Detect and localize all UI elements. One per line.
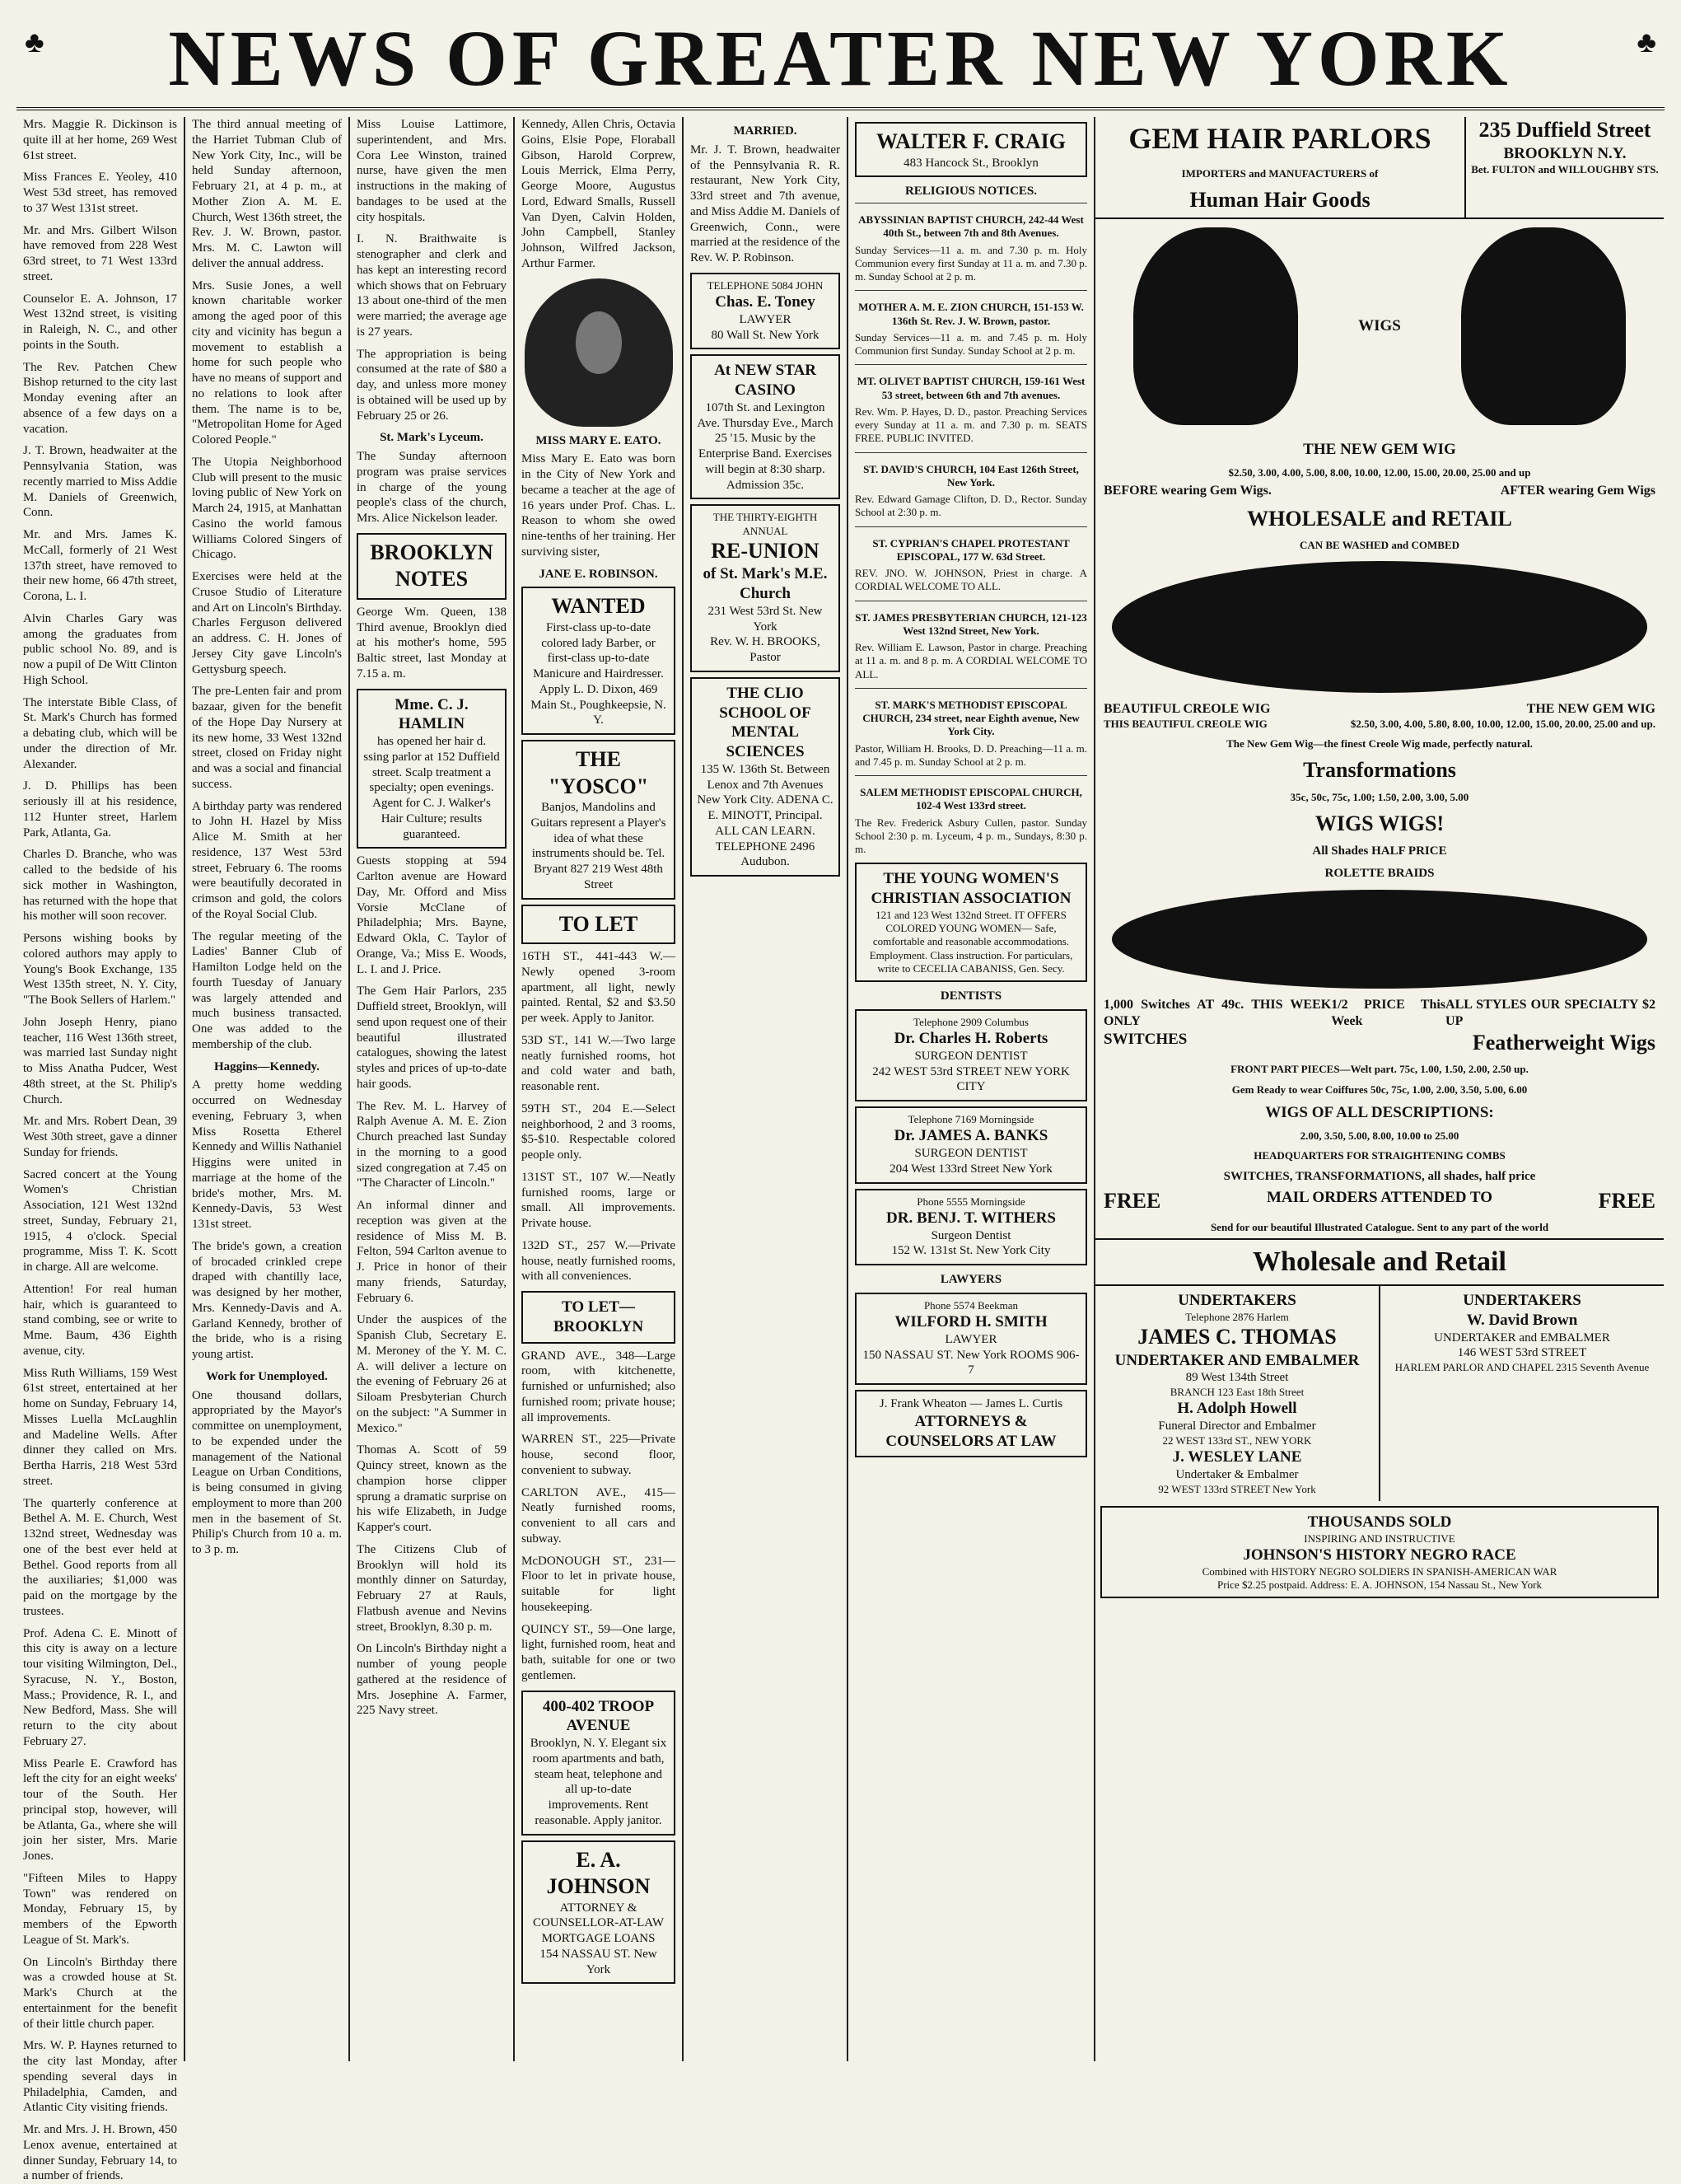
- undertakers-right: [1380, 1286, 1664, 1501]
- free-label-left: FREE: [1104, 1188, 1161, 1213]
- news-item: Prof. Adena C. E. Minott of this city is away on a lecture tour visiting Wilmington, Del., Syracuse, N. Y., Boston, Mass.; Providence, R. I., and New Bedford, Mass. She will return to the city about February 27.: [23, 1626, 177, 1748]
- columns: [16, 117, 1665, 2183]
- lawyers-title: LAWYERS: [940, 1273, 1002, 1286]
- news-item: Charles D. Branche, who was called to the bedside of his sick mother in Washington, has returned with the hope that his mother will soon recover.: [23, 848, 177, 924]
- ywca-title: THE YOUNG WOMEN'S CHRISTIAN ASSOCIATION: [871, 870, 1072, 907]
- free-label-right: FREE: [1598, 1188, 1655, 1213]
- wigs-wigs-label: WIGS WIGS!: [1314, 811, 1445, 835]
- news-item: Mrs. Maggie R. Dickinson is quite ill at her home, 269 West 61st street.: [23, 118, 177, 162]
- banks-name: Dr. JAMES A. BANKS: [894, 1127, 1048, 1145]
- column-6: [848, 117, 1095, 2061]
- news-item: One thousand dollars, appropriated by the Mayor's committee on unemployment, to be expended under the management of the National League on Urban Conditions, is being consumed in giving employment to more than 200 men in the basement of St. Philip's Church from 10 a. m. to 3 p. m.: [192, 1388, 342, 1556]
- johnson-sub2: MORTGAGE LOANS: [541, 1932, 656, 1945]
- all-styles-label: ALL STYLES OUR SPECIALTY $2 UP: [1445, 997, 1655, 1028]
- lane-name: J. WESLEY LANE: [1172, 1448, 1302, 1466]
- before-label: BEFORE wearing Gem Wigs.: [1104, 483, 1272, 498]
- column-2: [185, 117, 350, 2061]
- yosco-title: THE "YOSCO": [548, 747, 649, 798]
- church-text: Rev. William E. Lawson, Pastor in charge. Preaching at 11 a. m. and 8 p. m. A CORDIAL WELCOME TO ALL.: [855, 641, 1087, 680]
- howell-role: Funeral Director and Embalmer: [1158, 1419, 1316, 1433]
- church-notice: [855, 290, 1087, 358]
- switches-label: 1,000 Switches AT 49c. THIS WEEK ONLY: [1104, 997, 1332, 1028]
- front-pieces-label: FRONT PART PIECES—Welt part. 75c, 1.00, 1.50, 2.00, 2.50 up.: [1230, 1063, 1529, 1076]
- news-item: Kennedy, Allen Chris, Octavia Goins, Elsie Pope, Floraball Gibson, Harold Corprew, Louis Merrick, Elma Perry, George Moore, Augustus Lord, Edward Smalls, Russell Van Dyen, Calvin Holden, John Campbell, Stanley Johnson, Wilfred Jackson, Arthur Farmer.: [521, 118, 675, 270]
- toney-role: LAWYER: [739, 312, 791, 326]
- washed-label: CAN BE WASHED and COMBED: [1299, 539, 1460, 552]
- mail-orders-label: MAIL ORDERS ATTENDED TO: [1267, 1188, 1492, 1206]
- heading-wedding: Haggins—Kennedy.: [214, 1059, 320, 1073]
- news-item: Alvin Charles Gary was among the graduates from public school No. 89, and is now a pupil of De Witt Clinton High School.: [23, 611, 177, 687]
- wig-after-illustration: [1461, 227, 1626, 425]
- church-text: Sunday Services—11 a. m. and 7.30 p. m. Holy Communion every first Sunday at 11 a. m. and 7.30 p. m. Sunday School at 2 p. m.: [855, 243, 1087, 283]
- banks-telephone: Telephone 7169 Morningside: [908, 1113, 1034, 1125]
- to-let-listing: 59TH ST., 204 E.—Select neighborhood, 2 and 3 rooms, $5-$10. Respectable colored people only.: [521, 1101, 675, 1162]
- johnson-address: 154 NASSAU ST. New York: [539, 1947, 657, 1976]
- withers-ad: [855, 1189, 1087, 1266]
- rolette-label: ROLETTE BRAIDS: [1324, 867, 1435, 880]
- casino-text: 107th St. and Lexington Ave. Thursday Eve., March 25 '15. Music by the Enterprise Band. Exercises will begin at 8:30 sharp. Admission 35c.: [697, 400, 833, 492]
- smith-name: WILFORD H. SMITH: [894, 1313, 1048, 1331]
- news-item: Counselor E. A. Johnson, 17 West 132nd street, is visiting in Raleigh, N. C., and other points in the South.: [23, 292, 177, 352]
- news-item: A birthday party was rendered to John H. Hazel by Miss Alice M. Smith at her residence, 137 West 53rd street, February 6. The rooms were beautifully decorated in crimson and gold, the colors of the Royal Social Club.: [192, 799, 342, 921]
- news-item: Miss Ruth Williams, 159 West 61st street, entertained at her home on Sunday, February 14, Misses Luella McLaughlin and Madeline Wells. After dinner they called on Mrs. Bertha Harris, 218 West 53rd street.: [23, 1366, 177, 1488]
- news-item: The quarterly conference at Bethel A. M. E. Church, West 132nd street, Wednesday was one of the best ever held at Bethel. Good reports from all the auxiliaries; $1,000 was paid on the mortgage by the trustees.: [23, 1496, 177, 1618]
- lyceum-text: The Sunday afternoon program was praise services in charge of the young people's class of the church, Mrs. Alice Nickelson leader.: [357, 450, 507, 525]
- to-let-listing: 131ST ST., 107 W.—Neatly furnished rooms, large or small. All improvements. Private house.: [521, 1170, 675, 1230]
- withers-role: Surgeon Dentist: [931, 1228, 1011, 1242]
- church-text: Rev. Wm. P. Hayes, D. D., pastor. Preaching Services every Sunday at 11 a. m. and 7.30 p. m. SEATS FREE. PUBLIC INVITED.: [855, 405, 1087, 445]
- troop-text: Brooklyn, N. Y. Elegant six room apartments and bath, steam heat, telephone and all up-to-date improvements. Rent reasonable. Apply janitor.: [530, 1737, 667, 1827]
- harlem-parlor: HARLEM PARLOR AND CHAPEL 2315 Seventh Avenue: [1394, 1361, 1650, 1373]
- news-item: Mr. and Mrs. Gilbert Wilson have removed from 228 West 63rd street, to 71 West 133rd street.: [23, 223, 177, 283]
- ywca-text: 121 and 123 West 132nd Street. IT OFFERS COLORED YOUNG WOMEN— Safe, comfortable and reasonable accommodations. Employment. Class instruction. For particulars, write to CECELIA CABANISS, Gen. Secy.: [869, 908, 1073, 975]
- craig-address: 483 Hancock St., Brooklyn: [904, 156, 1039, 170]
- switches-row: [1095, 997, 1664, 1030]
- craig-name: WALTER F. CRAIG: [876, 129, 1066, 153]
- church-text: The Rev. Frederick Asbury Cullen, pastor. Sunday School 2:30 p. m. Lyceum, 4 p. m., Sundays, 8:30 p. m.: [855, 816, 1087, 855]
- brooklyn-note: The Rev. M. L. Harvey of Ralph Avenue A. M. E. Zion Church preached last Sunday in the morning to a good sized congregation at 7.45 on "The Character of Lincoln.": [357, 1099, 507, 1190]
- yosco-ad: [521, 740, 675, 900]
- mail-row: [1095, 1188, 1664, 1215]
- creole-wig-illustration: [1112, 561, 1647, 693]
- featherweight-row: [1095, 1030, 1664, 1057]
- new-gem-prices: $2.50, 3.00, 4.00, 5.00, 8.00, 10.00, 12.00, 15.00, 20.00, 25.00 and up: [1228, 465, 1531, 479]
- church-notice: [855, 775, 1087, 856]
- brooklyn-note: An informal dinner and reception was given at the residence of Miss M. B. Felton, 594 Carlton avenue to J. Price in honor of their many friends, Saturday, February 6.: [357, 1199, 507, 1305]
- news-item: The appropriation is being consumed at the rate of $80 a day, and unless more money is obtained will be used up by February 25 or 26.: [357, 347, 507, 423]
- news-item: The bride's gown, a creation of brocaded crinkled crepe draped with chantilly lace, was designed by her mother, Mrs. Kennedy-Davis and A. Garland Kennedy, brother of the bride, who is a rising young artist.: [192, 1239, 342, 1361]
- johnson-ad: [521, 1840, 675, 1985]
- religious-title: RELIGIOUS NOTICES.: [904, 185, 1038, 199]
- banks-ad: [855, 1106, 1087, 1184]
- column-3: [350, 117, 515, 2061]
- roberts-telephone: Telephone 2909 Columbus: [913, 1015, 1029, 1028]
- clover-icon: ♣: [25, 26, 44, 58]
- to-let-brooklyn-listing: GRAND AVE., 348—Large room, with kitchenette, furnished or unfurnished; also furnished room; private house; all improvements.: [521, 1349, 675, 1424]
- dentists-title: DENTISTS: [940, 989, 1002, 1003]
- to-let-brooklyn-title: TO LET—BROOKLYN: [521, 1291, 675, 1344]
- reunion-address: 231 West 53rd St. New York: [707, 604, 823, 634]
- brown-name: W. David Brown: [1466, 1311, 1578, 1329]
- column-5: [684, 117, 848, 2061]
- to-let-title: TO LET: [521, 905, 675, 945]
- banks-address: 204 West 133rd Street New York: [890, 1162, 1053, 1176]
- johnson-sub: ATTORNEY & COUNSELLOR-AT-LAW: [532, 1901, 665, 1930]
- gem-sub2: Human Hair Goods: [1189, 188, 1370, 213]
- column-1: [16, 117, 185, 2183]
- thomas-branch: BRANCH 123 East 18th Street: [1170, 1386, 1305, 1398]
- roberts-ad: [855, 1009, 1087, 1101]
- reunion-pastor: Rev. W. H. BROOKS, Pastor: [710, 635, 820, 664]
- clio-ad: [690, 677, 840, 877]
- news-item: The third annual meeting of the Harriet Tubman Club of New York City, Inc., will be held Sunday afternoon, February 21, at 4 p. m., at Mother Zion A. M. E. Church, West 136th street, the Rev. J. W. Brown, pastor. Mrs. M. C. Lawton will deliver the annual address.: [192, 118, 342, 270]
- portrait-caption: MISS MARY E. EATO.: [535, 433, 661, 447]
- brown-role: UNDERTAKER and EMBALMER: [1434, 1331, 1610, 1345]
- creole-label: BEAUTIFUL CREOLE WIG: [1104, 701, 1271, 716]
- church-notice: [855, 526, 1087, 594]
- withers-name: DR. BENJ. T. WITHERS: [886, 1209, 1056, 1227]
- withers-telephone: Phone 5555 Morningside: [917, 1195, 1025, 1208]
- wholesale-label: WHOLESALE and RETAIL: [1247, 506, 1512, 531]
- church-name: ST. CYPRIAN'S CHAPEL PROTESTANT EPISCOPAL, 177 W. 63d Street.: [872, 536, 1070, 563]
- clio-title: THE CLIO SCHOOL OF MENTAL SCIENCES: [719, 684, 811, 760]
- gem-city: BROOKLYN N.Y.: [1503, 144, 1627, 162]
- toney-telephone: TELEPHONE 5084 JOHN: [707, 278, 824, 292]
- to-let-listing: 16TH ST., 441-443 W.—Newly opened 3-room apartment, all light, newly painted. Rental, $2 and $3.50 per week. Apply to Janitor.: [521, 950, 675, 1025]
- column-4: [515, 117, 684, 2061]
- smith-telephone: Phone 5574 Beekman: [923, 1298, 1019, 1312]
- switches-trans-label: SWITCHES, TRANSFORMATIONS, all shades, half price: [1223, 1170, 1536, 1183]
- news-item: The regular meeting of the Ladies' Banner Club of Hamilton Lodge held on the fourth Tuesday of January was largely attended and much business transacted. One was added to the membership of the club.: [192, 929, 342, 1051]
- thomas-role: UNDERTAKER AND EMBALMER: [1114, 1351, 1360, 1369]
- gem-title-block: [1095, 117, 1466, 217]
- brooklyn-note: George Wm. Queen, 138 Third avenue, Brooklyn died at his mother's home, 595 Baltic street, last Monday at 7.15 a. m.: [357, 605, 507, 680]
- withers-address: 152 W. 131st St. New York City: [891, 1244, 1051, 1258]
- creole-row: [1095, 701, 1664, 718]
- johnson-name: E. A. JOHNSON: [546, 1847, 651, 1898]
- catalogue-label: Send for our beautiful Illustrated Catalogue. Sent to any part of the world: [1210, 1221, 1549, 1234]
- roberts-name: Dr. Charles H. Roberts: [894, 1030, 1048, 1047]
- news-item: "Fifteen Miles to Happy Town" was rendered on Monday, February 15, by members of the Epworth League of St. Mark's.: [23, 1871, 177, 1947]
- banks-role: SURGEON DENTIST: [914, 1147, 1028, 1160]
- ywca-ad: [855, 863, 1087, 982]
- church-text: REV. JNO. W. JOHNSON, Priest in charge. A CORDIAL WELCOME TO ALL.: [855, 567, 1087, 593]
- switches-side-label: SWITCHES: [1104, 1030, 1188, 1048]
- reunion-sub: of St. Mark's M.E. Church: [703, 565, 828, 602]
- wheaton-ad: [855, 1390, 1087, 1457]
- history-price: Price $2.25 postpaid. Address: E. A. JOHNSON, 154 Nassau St., New York: [1217, 1578, 1542, 1591]
- hamlin-text: has opened her hair d. ssing parlor at 152 Duffield street. Scalp treatment a specialty; open evenings. Agent for C. J. Walker's Hair Culture; results guaranteed.: [363, 735, 500, 841]
- reunion-ad: [690, 504, 840, 672]
- thomas-name: JAMES C. THOMAS: [1137, 1325, 1337, 1349]
- featherweight-label: Featherweight Wigs: [1472, 1030, 1655, 1055]
- smith-address: 150 NASSAU ST. New York ROOMS 906-7: [862, 1348, 1080, 1377]
- page-title: NEWS OF GREATER NEW YORK: [168, 13, 1513, 102]
- wigs-all-label: WIGS OF ALL DESCRIPTIONS:: [1265, 1103, 1494, 1121]
- toney-ad: [690, 273, 840, 350]
- wig-before-illustration: [1133, 227, 1298, 425]
- to-let-brooklyn-listing: CARLTON AVE., 415—Neatly furnished rooms, convenient to all cars and subway.: [521, 1485, 675, 1546]
- hamlin-ad: [357, 689, 507, 849]
- transformations-prices: 35c, 50c, 75c, 1.00; 1.50, 2.00, 3.00, 5.00: [1290, 790, 1469, 803]
- inspiring-label: INSPIRING AND INSTRUCTIVE: [1304, 1532, 1455, 1545]
- lane-address: 92 WEST 133rd STREET New York: [1158, 1482, 1316, 1495]
- news-item: J. T. Brown, headwaiter at the Pennsylvania Station, was recently married to Miss Addie M. Daniels of Greenwich, Conn.: [23, 444, 177, 520]
- wig-illustrations: [1095, 219, 1664, 433]
- brooklyn-notes-title: BROOKLYN NOTES: [357, 533, 507, 600]
- wanted-title: WANTED: [551, 594, 646, 619]
- brooklyn-note: The Citizens Club of Brooklyn will hold its monthly dinner on Saturday, February 27 at Rauls, Flatbush avenue and Nevins street, Brooklyn, 8.30 p. m.: [357, 1542, 507, 1634]
- news-item: Sacred concert at the Young Women's Christian Association, 121 West 132nd street, Sunday, February 21, 1915, 4 o'clock. Special programme, Miss T. K. Scott in charge. All are welcome.: [23, 1167, 177, 1274]
- church-notice: [855, 601, 1087, 681]
- church-name: MT. OLIVET BAPTIST CHURCH, 159-161 West 53 street, between 6th and 7th avenues.: [857, 375, 1086, 401]
- news-item: Mr. J. T. Brown, headwaiter of the Pennsylvania R. R. restaurant, New York City, 33rd street and 7th avenue, and Miss Addie M. Daniels of Greenwich, Conn., were married at the residence of the Rev. W. P. Robinson.: [690, 143, 840, 264]
- wigs-all-prices: 2.00, 3.50, 5.00, 8.00, 10.00 to 25.00: [1300, 1129, 1459, 1142]
- news-item: Exercises were held at the Crusoe Studio of Literature and Art on Lincoln's Birthday. Charles Ferguson delivered an address. C. H. Jones of Jersey City gave Lincoln's Gettysburg speech.: [192, 570, 342, 676]
- wheaton-names: J. Frank Wheaton — James L. Curtis: [879, 1397, 1063, 1410]
- creole-detail-row: [1095, 718, 1664, 731]
- clover-icon: ♣: [1637, 26, 1656, 58]
- news-item: The pre-Lenten fair and prom bazaar, given for the benefit of the Hope Day Nursery at its new home, 33 West 132nd street, closed on Friday night and was a social and financial success.: [192, 685, 342, 791]
- church-name: SALEM METHODIST EPISCOPAL CHURCH, 102-4 West 133rd street.: [860, 786, 1082, 812]
- gem-sub: IMPORTERS and MANUFACTURERS of: [1181, 167, 1379, 180]
- clio-text: 135 W. 136th St. Between Lenox and 7th Avenues New York City. ADENA C. E. MINOTT, Principal. ALL CAN LEARN. TELEPHONE 2496 Audubon.: [697, 762, 833, 869]
- news-item: A pretty home wedding occurred on Wednesday evening, February 3, when Miss Rosetta Etherel Kennedy and Willis Nathaniel Higgins were united in marriage at the home of the bride's mother, Mrs. M. Kennedy-Davis, 53 West 131st street.: [192, 1078, 342, 1231]
- column-7-gem-ad: [1095, 117, 1664, 2061]
- smith-role: LAWYER: [945, 1332, 997, 1346]
- undertakers-heading-left: UNDERTAKERS: [1178, 1292, 1296, 1309]
- church-text: Pastor, William H. Brooks, D. D. Preaching—11 a. m. and 7.45 p. m. Sunday School at 2 p. m.: [855, 741, 1087, 768]
- news-item: On Lincoln's Birthday there was a crowded house at St. Mark's Church at the entertainment for the benefit of their little church paper.: [23, 1955, 177, 2031]
- wholesale-retail-banner: Wholesale and Retail: [1095, 1238, 1664, 1285]
- brooklyn-note: The Gem Hair Parlors, 235 Duffield street, Brooklyn, will send upon request one of their beautiful illustrated catalogues, showing the latest styles and prices of up-to-date hair goods.: [357, 984, 507, 1091]
- to-let-brooklyn-listing: WARREN ST., 225—Private house, second floor, convenient to subway.: [521, 1433, 675, 1477]
- smith-ad: [855, 1293, 1087, 1385]
- church-name: ST. JAMES PRESBYTERIAN CHURCH, 121-123 West 132nd Street, New York.: [855, 610, 1087, 637]
- gem-title: GEM HAIR PARLORS: [1128, 122, 1431, 155]
- wheaton-role: ATTORNEYS & COUNSELORS AT LAW: [885, 1412, 1057, 1450]
- gem-address-block: [1466, 117, 1664, 217]
- masthead: [16, 8, 1665, 110]
- church-notice: [855, 364, 1087, 445]
- eato-signature: JANE E. ROBINSON.: [539, 567, 658, 581]
- heading-married: MARRIED.: [733, 124, 797, 138]
- wigs-label: WIGS: [1358, 316, 1401, 334]
- church-name: ST. MARK'S METHODIST EPISCOPAL CHURCH, 234 street, near Eighth avenue, New York City.: [862, 698, 1080, 738]
- brown-address: 146 WEST 53rd STREET: [1457, 1346, 1587, 1360]
- thomas-telephone: Telephone 2876 Harlem: [1185, 1310, 1289, 1323]
- troop-ad: [521, 1691, 675, 1836]
- casino-ad: [690, 354, 840, 499]
- news-item: Mrs. Susie Jones, a well known charitable worker among the aged poor of this city and vicinity has begun a movement to establish a home for such people who have no means of support and no relations to look after them. The name is to be, "Metropolitan Home for Aged Colored People.": [192, 278, 342, 447]
- news-item: J. D. Phillips has been seriously ill at his residence, 112 Hunter street, Harlem Park, Atlanta, Ga.: [23, 779, 177, 839]
- all-shades-label: All Shades HALF PRICE: [1312, 844, 1447, 858]
- hamlin-name: Mme. C. J. HAMLIN: [395, 695, 469, 733]
- church-name: ABYSSINIAN BAPTIST CHURCH, 242-44 West 40th St., between 7th and 8th Avenues.: [858, 213, 1084, 240]
- news-item: Miss Frances E. Yeoley, 410 West 53d street, has removed to 37 West 131st street.: [23, 171, 177, 215]
- gem-header: [1095, 117, 1664, 219]
- news-item: Mr. and Mrs. J. H. Brown, 450 Lenox avenue, entertained at dinner Sunday, February 14, to a number of friends.: [23, 2123, 177, 2183]
- creole-sub: THIS BEAUTIFUL CREOLE WIG: [1104, 717, 1268, 730]
- news-item: I. N. Braithwaite is stenographer and clerk and has kept an interesting record which shows that on February 13 about one-third of the men were married; the average age is 27 years.: [357, 232, 507, 339]
- history-sub: Combined with HISTORY NEGRO SOLDIERS IN SPANISH-AMERICAN WAR: [1202, 1564, 1557, 1578]
- undertakers-section: [1095, 1284, 1664, 1501]
- roberts-address: 242 WEST 53rd STREET NEW YORK CITY: [872, 1064, 1070, 1094]
- lane-role: Undertaker & Embalmer: [1175, 1467, 1299, 1481]
- reunion-top: THE THIRTY-EIGHTH ANNUAL: [712, 511, 818, 537]
- wanted-ad: [521, 587, 675, 735]
- news-item: Attention! For real human hair, which is guaranteed to stand combing, see or write to Mme. Baum, 436 Eighth avenue, city.: [23, 1282, 177, 1358]
- news-item: The interstate Bible Class, of St. Mark's Church has formed a debating club, which will be under the direction of Mr. Alexander.: [23, 695, 177, 771]
- portrait-image: [525, 278, 673, 427]
- news-item: Miss Louise Lattimore, superintendent, and Mrs. Cora Lee Winston, trained nurse, have given the men instructions in the making of bandages to be used at the city hospitals.: [357, 118, 507, 224]
- brooklyn-note: Guests stopping at 594 Carlton avenue are Howard Day, Mr. Offord and Miss Vorsie McClane of Philadelphia; Mrs. Bayne, Edward Okla, C. Taylor of Orange, Va.; Miss E. Woods, L. I. and J. Price.: [357, 854, 507, 976]
- brooklyn-note: Thomas A. Scott of 59 Quincy street, known as the champion horse clipper sprung a dramatic surprise on his wife Elizabeth, in Judge Kapper's court.: [357, 1443, 507, 1534]
- church-text: Sunday Services—11 a. m. and 7.45 p. m. Holy Communion first Sunday. Sunday School at 2 p. m.: [855, 330, 1087, 357]
- thomas-address: 89 West 134th Street: [1185, 1371, 1289, 1385]
- gem-cross-streets: Bet. FULTON and WILLOUGHBY STS.: [1471, 163, 1659, 176]
- church-name: ST. DAVID'S CHURCH, 104 East 126th Street, New York.: [863, 462, 1079, 489]
- new-gem-title: THE NEW GEM WIG: [1303, 440, 1456, 458]
- after-label: AFTER wearing Gem Wigs: [1500, 483, 1655, 498]
- new-gem-2-label: THE NEW GEM WIG: [1526, 701, 1655, 716]
- reunion-title: RE-UNION: [711, 538, 819, 563]
- craig-ad: [855, 122, 1087, 177]
- howell-name: H. Adolph Howell: [1177, 1400, 1297, 1418]
- brooklyn-note: On Lincoln's Birthday night a number of young people gathered at the residence of Mrs. Josephine A. Farmer, 225 Navy street.: [357, 1642, 507, 1718]
- gem-ready-label: Gem Ready to wear Coiffures 50c, 75c, 1.00, 2.00, 3.50, 5.00, 6.00: [1231, 1083, 1528, 1096]
- casino-title: At NEW STAR CASINO: [714, 362, 816, 399]
- toney-address: 80 Wall St. New York: [711, 328, 819, 342]
- headquarters-label: HEADQUARTERS FOR STRAIGHTENING COMBS: [1254, 1148, 1506, 1162]
- troop-title: 400-402 TROOP AVENUE: [542, 1697, 655, 1735]
- heading-lyceum: St. Mark's Lyceum.: [380, 431, 483, 445]
- brooklyn-note: Under the auspices of the Spanish Club, Secretary E. M. Meroney of the Y. M. C. A. will deliver a lecture on the evening of February 26 at Siloam Presbyterian Church on the subject: "A Summer in Mexico.": [357, 1313, 507, 1435]
- to-let-brooklyn-listing: McDONOUGH ST., 231—Floor to let in private house, suitable for light housekeeping.: [521, 1554, 675, 1614]
- church-name: MOTHER A. M. E. ZION CHURCH, 151-153 W. 136th St. Rev. J. W. Brown, pastor.: [858, 301, 1084, 327]
- undertakers-left: [1095, 1286, 1380, 1501]
- history-ad: [1100, 1506, 1659, 1598]
- undertakers-heading-right: UNDERTAKERS: [1463, 1292, 1581, 1309]
- before-after-row: [1095, 483, 1664, 499]
- news-item: Mrs. W. P. Haynes returned to the city last Monday, after spending several days in Philadelphia, Camden, and Atlantic City visiting friends.: [23, 2039, 177, 2115]
- news-item: John Joseph Henry, piano teacher, 116 West 136th street, was married last Sunday night to Miss Anatha Pudcer, West 48th street, at the St. Philip's Church.: [23, 1015, 177, 1106]
- toney-name: Chas. E. Toney: [715, 293, 815, 311]
- church-notice: [855, 452, 1087, 520]
- to-let-listing: 53D ST., 141 W.—Two large neatly furnished rooms, hot and cold water and bath, reasonable rent.: [521, 1033, 675, 1093]
- roberts-role: SURGEON DENTIST: [914, 1049, 1028, 1063]
- church-notice: [855, 203, 1087, 283]
- new-gem-2-prices: $2.50, 3.00, 4.00, 5.80, 8.00, 10.00, 12.00, 15.00, 20.00, 25.00 and up.: [1350, 717, 1655, 730]
- to-let-brooklyn-listing: QUINCY ST., 59—One large, light, furnished room, heat and bath, suitable for one or two gentlemen.: [521, 1622, 675, 1682]
- church-text: Rev. Edward Gamage Clifton, D. D., Rector. Sunday School at 2:30 p. m.: [855, 493, 1087, 519]
- switch-illustration: [1112, 890, 1647, 989]
- church-notice: [855, 688, 1087, 769]
- news-item: Miss Pearle E. Crawford has left the city for an eight weeks' tour of the South. Her principal stop, however, will be Atlanta, Ga., where she will join her sister, Mrs. Marie Jones.: [23, 1756, 177, 1863]
- gem-address: 235 Duffield Street: [1478, 118, 1651, 142]
- new-gem-2-text: The New Gem Wig—the finest Creole Wig made, perfectly natural.: [1226, 737, 1533, 750]
- news-item: Persons wishing books by colored authors may apply to Young's Book Exchange, 135 West 135th street, N. Y. City, "The Book Sellers of Harlem.": [23, 932, 177, 1007]
- news-item: Mr. and Mrs. James K. McCall, formerly of 21 West 137th street, have removed to their new home, 66 47th street, Corona, L. I.: [23, 528, 177, 603]
- half-price-label: 1/2 PRICE This Week: [1331, 997, 1446, 1028]
- news-item: The Rev. Patchen Chew Bishop returned to the city last Monday evening after an absence of a few days on a vacation.: [23, 360, 177, 436]
- history-title: JOHNSON'S HISTORY NEGRO RACE: [1243, 1546, 1516, 1564]
- transformations-label: Transformations: [1303, 758, 1456, 782]
- yosco-text: Banjos, Mandolins and Guitars represent a Player's idea of what these instruments should be. Tel. Bryant 827 219 West 48th Street: [530, 801, 666, 891]
- thousands-label: THOUSANDS SOLD: [1307, 1513, 1452, 1531]
- to-let-listing: 132D ST., 257 W.—Private house, neatly furnished rooms, with all conveniences.: [521, 1238, 675, 1284]
- howell-address: 22 WEST 133rd ST., NEW YORK: [1162, 1433, 1312, 1447]
- heading-work: Work for Unemployed.: [206, 1369, 328, 1383]
- wanted-text: First-class up-to-date colored lady Barber, or first-class up-to-date Manicure and Hairdresser. Apply L. D. Dixon, 469 Main St., Poughkeepsie, N. Y.: [530, 620, 666, 727]
- eato-text: Miss Mary E. Eato was born in the City of New York and became a teacher at the age of 16 years under Prof. Chas. L. Reason to whom she owed nine-tenths of her training. Her surviving sister,: [521, 452, 675, 559]
- news-item: Mr. and Mrs. Robert Dean, 39 West 30th street, gave a dinner Sunday for friends.: [23, 1115, 177, 1159]
- news-item: The Utopia Neighborhood Club will present to the music loving public of New York on March 24, 1915, at Manhattan Casino the world famous Williams Colored Singers of Chicago.: [192, 455, 342, 562]
